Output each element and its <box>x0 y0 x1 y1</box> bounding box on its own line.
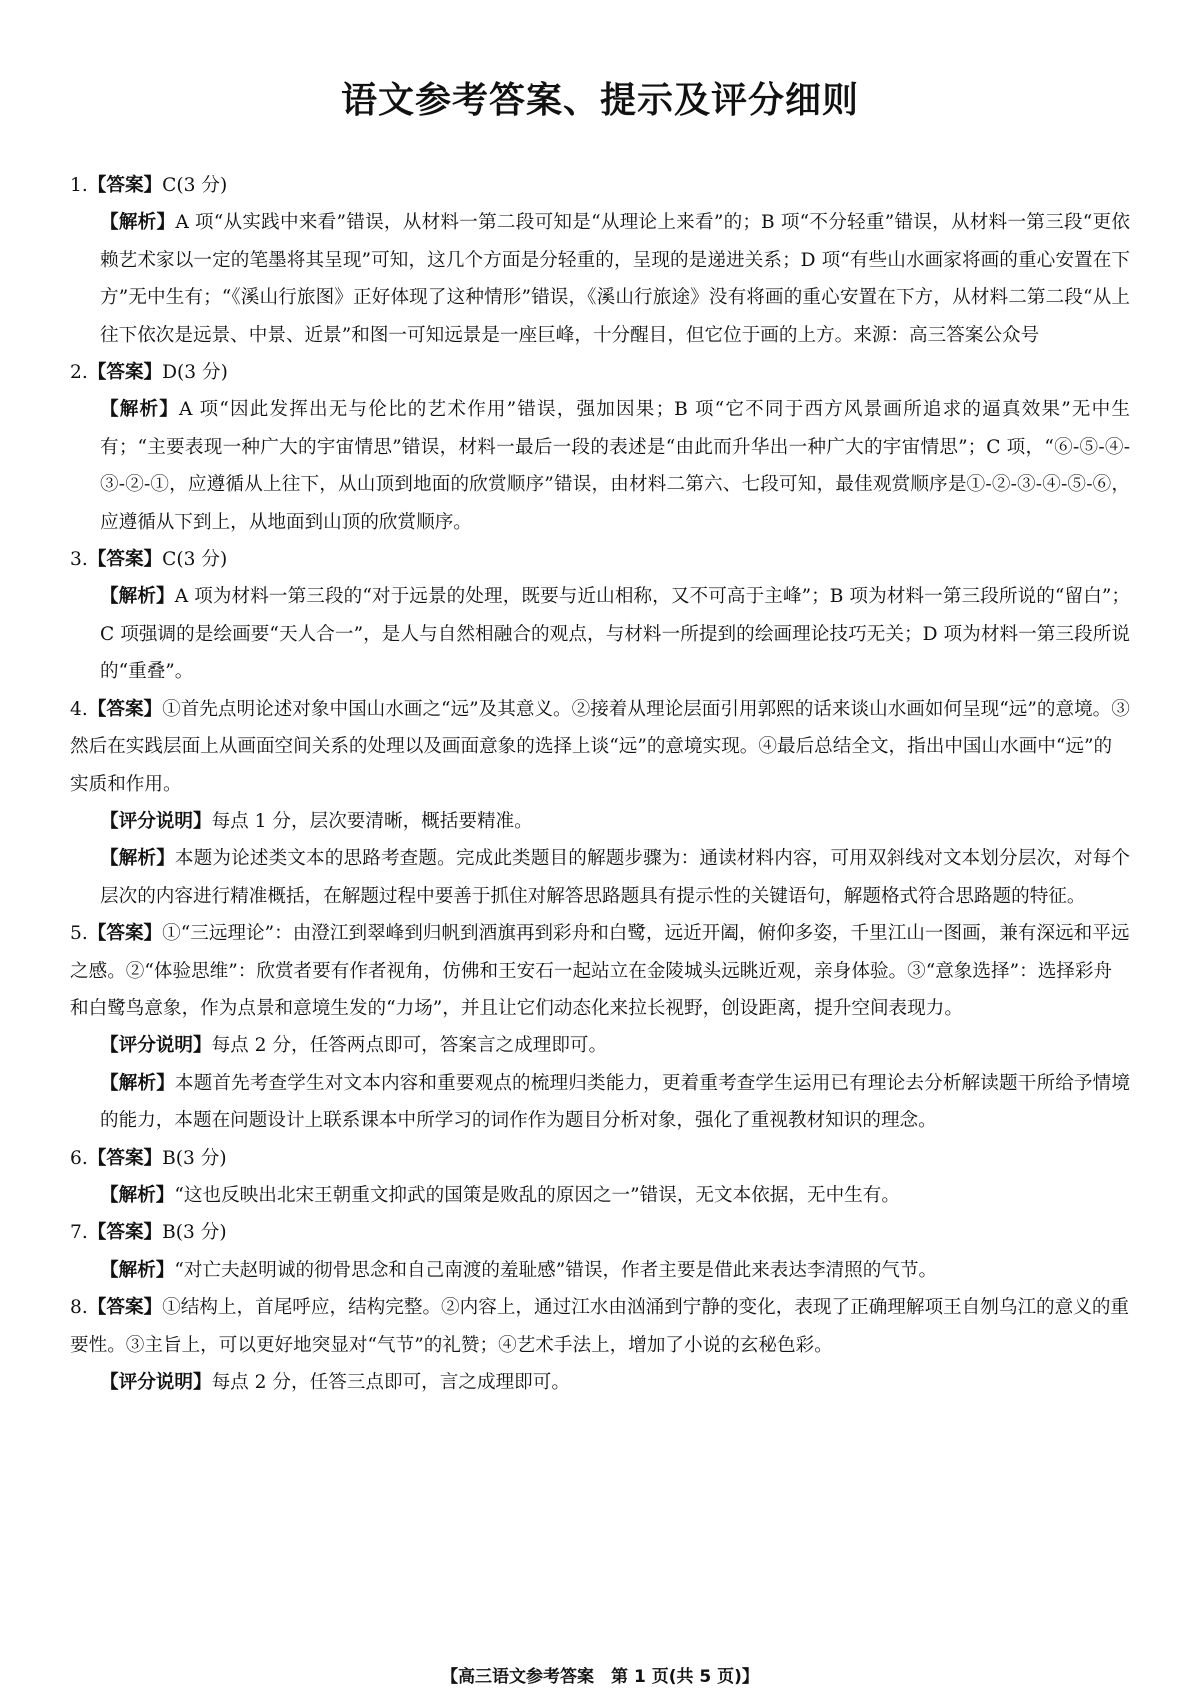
part-text: 每点 2 分，任答两点即可，答案言之成理即可。 <box>211 1035 608 1057</box>
part-text: 本题为论述类文本的思路考查题。完成此类题目的解题步骤为：通读材料内容，可用双斜线对文本划分层次，对每个层次的内容进行精准概括，在解题过程中要善于抓住对解答思路题具有提示性的关键语句，解题格式符合思路题的特征。 <box>100 848 1130 907</box>
answer-items <box>70 167 1130 1401</box>
question-number: 3. <box>70 549 88 571</box>
question-item <box>70 915 1130 1139</box>
question-item <box>70 541 1130 691</box>
answer-tag: 【答案】 <box>87 923 163 945</box>
answer-text: ①“三远理论”：由澄江到翠峰到归帆到酒旗再到彩舟和白鹭，远近开阖，俯仰多姿，千里江山一图画，兼有深远和平远之感。②“体验思维”：欣赏者要有作者视角，仿佛和王安石一起站立在金陵城头远眺近观，亲身体验。③“意象选择”：选择彩舟和白鹭鸟意象，作为点景和意境生发的“力场”，并且让它们动态化来拉长视野，创设距离，提升空间表现力。 <box>70 923 1130 1019</box>
answer-text: ①首先点明论述对象中国山水画之“远”及其意义。②接着从理论层面引用郭熙的话来谈山水画如何呈现“远”的意境。③然后在实践层面上从画面空间关系的处理以及画面意象的选择上谈“远”的意境实现。④最后总结全文，指出中国山水画中“远”的实质和作用。 <box>70 698 1130 795</box>
answer-line <box>70 354 1130 391</box>
part-tag: 【解析】 <box>100 399 180 421</box>
analysis-note <box>100 391 1130 541</box>
answer-text: B(3 分) <box>162 1147 227 1169</box>
answer-line <box>70 1289 1130 1364</box>
part-text: 本题首先考查学生对文本内容和重要观点的梳理归类能力，更着重考查学生运用已有理论去分析解读题干所给予情境的能力，本题在问题设计上联系课本中所学习的词作作为题目分析对象，强化了重视教材知识的理念。 <box>100 1072 1130 1132</box>
question-item <box>70 1140 1130 1215</box>
answer-line <box>70 1214 1130 1251</box>
answer-text: C(3 分) <box>162 549 228 571</box>
answer-text: D(3 分) <box>162 362 228 384</box>
part-text: “这也反映出北宋王朝重文抑武的国策是败乱的原因之一”错误，无文本依据，无中生有。 <box>174 1184 900 1206</box>
answer-text: ①结构上，首尾呼应，结构完整。②内容上，通过江水由汹涌到宁静的变化，表现了正确理解项王自刎乌江的意义的重要性。③主旨上，可以更好地突显对“气节”的礼赞；④艺术手法上，增加了小说的玄秘色彩。 <box>70 1297 1130 1356</box>
question-item <box>70 354 1130 541</box>
question-item <box>70 1214 1130 1289</box>
answer-tag: 【答案】 <box>87 175 163 196</box>
answer-tag: 【答案】 <box>87 362 163 384</box>
part-tag: 【评分说明】 <box>100 1372 212 1393</box>
answer-line <box>70 541 1130 578</box>
question-number: 6. <box>70 1147 88 1169</box>
question-number: 8. <box>70 1297 88 1319</box>
question-item <box>70 1289 1130 1401</box>
question-number: 4. <box>70 698 88 720</box>
scoring-note <box>100 803 1130 840</box>
part-tag: 【解析】 <box>100 212 176 234</box>
part-tag: 【评分说明】 <box>100 1035 212 1057</box>
answer-tag: 【答案】 <box>87 1297 163 1319</box>
analysis-note <box>100 1177 1130 1214</box>
answer-tag: 【答案】 <box>87 1147 163 1169</box>
part-text: 每点 1 分，层次要清晰，概括要精准。 <box>211 810 533 832</box>
analysis-note <box>100 1065 1130 1140</box>
question-number: 1. <box>70 175 88 196</box>
question-item <box>70 167 1130 354</box>
part-text: A 项“从实践中来看”错误，从材料一第二段可知是“从理论上来看”的；B 项“不分轻重”错误，从材料一第三段“更依赖艺术家以一定的笔墨将其呈现”可知，这几个方面是分轻重的，呈现的是递进关系；D 项“有些山水画家将画的重心安置在下方”无中生有；“《溪山行旅图》正好体现了这种情形”错误，《溪山行旅途》没有将画的重心安置在下方，从材料二第二段“从上往下依次是远景、中景、近景”和图一可知远景是一座巨峰，十分醒目，但它位于画的上方。来源：高三答案公众号 <box>100 212 1130 346</box>
part-tag: 【评分说明】 <box>100 810 212 832</box>
scoring-note <box>100 1364 1130 1401</box>
question-number: 7. <box>70 1222 88 1244</box>
scoring-note <box>100 1027 1130 1064</box>
answer-line <box>70 691 1130 803</box>
question-item <box>70 691 1130 915</box>
part-tag: 【解析】 <box>100 1259 175 1281</box>
analysis-note <box>100 840 1130 915</box>
part-tag: 【解析】 <box>100 1184 175 1206</box>
part-text: “对亡夫赵明诚的彻骨思念和自己南渡的羞耻感”错误，作者主要是借此来表达李清照的气节。 <box>174 1259 938 1281</box>
part-tag: 【解析】 <box>100 848 175 870</box>
page-footer: 【高三语文参考答案 第 1 页(共 5 页)】 <box>441 1667 759 1687</box>
answer-line <box>70 167 1130 204</box>
analysis-note <box>100 1252 1130 1289</box>
answer-line <box>70 915 1130 1027</box>
part-tag: 【解析】 <box>100 586 175 608</box>
part-tag: 【解析】 <box>100 1072 175 1094</box>
answer-text: C(3 分) <box>162 175 228 196</box>
part-text: 每点 2 分，任答三点即可，言之成理即可。 <box>211 1372 570 1393</box>
analysis-note <box>100 204 1130 354</box>
question-number: 2. <box>70 362 88 384</box>
answer-tag: 【答案】 <box>87 549 163 571</box>
page-title: 语文参考答案、提示及评分细则 <box>340 80 859 121</box>
answer-line <box>70 1140 1130 1177</box>
part-text: A 项为材料一第三段的“对于远景的处理，既要与近山相称，又不可高于主峰”；B 项为材料一第三段所说的“留白”；C 项强调的是绘画要“天人合一”，是人与自然相融合的观点，与材料一所提到的绘画理论技巧无关；D 项为材料一第三段所说的“重叠”。 <box>100 586 1130 683</box>
part-text: A 项“因此发挥出无与伦比的艺术作用”错误，强加因果；B 项“它不同于西方风景画所追求的逼真效果”无中生有；“主要表现一种广大的宇宙情思”错误，材料一最后一段的表述是“由此而升华出一种广大的宇宙情思”；C 项，“⑥-⑤-④-③-②-①，应遵循从上往下，从山顶到地面的欣赏顺序”错误，由材料二第六、七段可知，最佳观赏顺序是①-②-③-④-⑤-⑥，应遵循从下到上，从地面到山顶的欣赏顺序。 <box>100 399 1130 533</box>
answer-tag: 【答案】 <box>87 698 163 720</box>
question-number: 5. <box>70 923 88 945</box>
answer-tag: 【答案】 <box>87 1222 163 1244</box>
analysis-note <box>100 578 1130 690</box>
answer-text: B(3 分) <box>162 1222 227 1244</box>
